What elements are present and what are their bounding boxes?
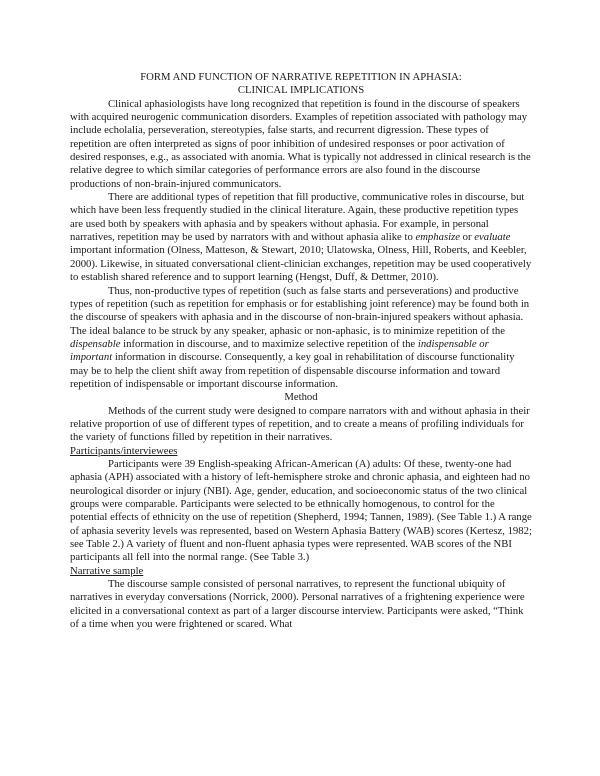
paragraph-text: information in discourse. Consequently, a key goal in rehabilitation of discourse functionality may be to help the client shift away from repetition of dispensable discourse information and toward repetition of indispensable or important discourse information.: [70, 351, 515, 390]
paragraph-text: information in discourse, and to maximize selective repetition of the: [120, 337, 418, 350]
intro-paragraph-1: Clinical aphasiologists have long recognized that repetition is found in the discourse of speakers with acquired neurogenic communication disorders. Examples of repetition associated with pathology may include echolalia, perseveration, stereotypies, false starts, and recurrent digression. These types of repetition are often interpreted as signs of poor inhibition of undesired responses or poor activation of desired responses, e.g., as associated with anomia. What is typically not addressed in clinical research is the relative degree to which similar categories of performance errors are also found in the discourse productions of non-brain-injured communicators.: [70, 97, 531, 190]
intro-paragraph-2: [70, 191, 532, 284]
paragraph-text: important information (Olness, Matteson, & Stewart, 2010; Ulatowska, Olness, Hill, Roberts, and Keebler, 2000). Likewise, in situated conversational client-clinician exchanges, repetition may be used cooperatively to establish shared reference and to support learning (Hengst, Duff, & Dettmer, 2010).: [70, 244, 532, 284]
narrative-sample-heading: Narrative sample: [70, 564, 144, 577]
intro-paragraph-3: [70, 285, 532, 392]
paragraph-text: There are additional types of repetition that fill productive, communicative roles in discourse, but which have been less frequently studied in the clinical literature. Again, these productive repetition types are used both by speakers with aphasia and by speakers without aphasia. For example, in personal narratives, repetition may be used by narrators with and without aphasia alike to: [70, 191, 525, 244]
emphasis-evaluate: evaluate: [474, 231, 511, 244]
emphasis-indispensable: indispensable or important: [70, 337, 489, 364]
emphasis-dispensable: dispensable: [70, 337, 121, 350]
participants-heading: Participants/interviewees: [70, 444, 178, 457]
emphasis-emphasize: emphasize: [415, 231, 460, 244]
paragraph-text: or: [460, 231, 475, 244]
paragraph-text: Thus, non-productive types of repetition (such as false starts and perseverations) and productive types of repetition (such as repetition for emphasis or for establishing joint reference) may be found both in the discourse of speakers with aphasia and in the discourse of non-brain-injured speakers without aphasia. The ideal balance to be struck by any speaker, aphasic or non-aphasic, is to minimize repetition of the: [70, 284, 530, 337]
title-line-2: CLINICAL IMPLICATIONS: [237, 84, 365, 97]
method-intro-paragraph: Methods of the current study were designed to compare narrators with and without aphasia in their relative proportion of use of different types of repetition, and to create a means of profiling individuals for the variety of functions filled by repetition in their narratives.: [70, 404, 530, 444]
paper-title: [70, 71, 532, 98]
document-body: [70, 71, 532, 631]
title-line-1: FORM AND FUNCTION OF NARRATIVE REPETITION IN APHASIA:: [140, 71, 462, 83]
narrative-sample-paragraph: The discourse sample consisted of personal narratives, to represent the functional ubiquity of narratives in everyday conversations (Norrick, 2000). Personal narratives of a frightening experience were elicited in a conversational context as part of a larger discourse interview. Participants were asked, “Think of a time when you were frightened or scared. What: [70, 578, 525, 631]
participants-paragraph: Participants were 39 English-speaking African-American (A) adults: Of these, twenty-one had aphasia (APH) associated with a history of left-hemisphere stroke and chronic aphasia, and eighteen had no neurological disorder or injury (NBI). Age, gender, education, and socioeconomic status of the two clinical groups were comparable. Participants were selected to be ethnically homogenous, to control for the potential effects of ethnicity on the use of repetition (Shepherd, 1994; Tannen, 1989). (See Table 1.) A range of aphasia severity levels was represented, based on Western Aphasia Battery (WAB) scores (Kertesz, 1982; see Table 2.) A variety of fluent and non-fluent aphasia types were represented. WAB scores of the NBI participants all fell into the normal range. (See Table 3.): [70, 457, 532, 564]
method-heading: Method: [284, 391, 318, 404]
